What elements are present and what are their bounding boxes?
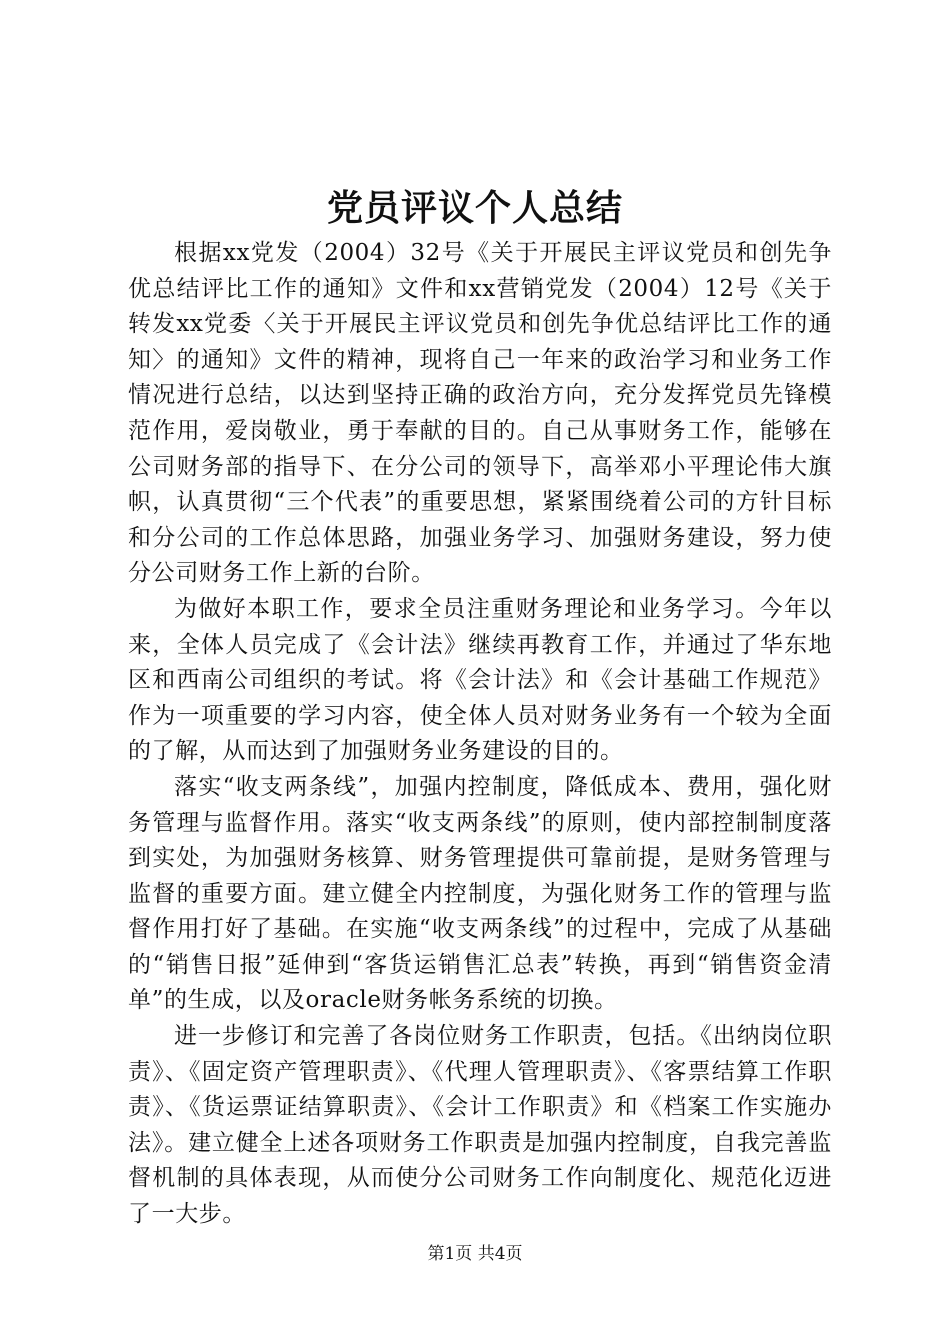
paragraph-3: 落实“收支两条线”，加强内控制度，降低成本、费用，强化财务管理与监督作用。落实“收支两条线”的原则，使内部控制制度落到实处，为加强财务核算、财务管理提供可靠前提，是财务管理与监督的重要方面。建立健全内控制度，为强化财务工作的管理与监督作用打好了基础。在实施“收支两条线”的过程中，完成了从基础的“销售日报”延伸到“客货运销售汇总表”转换，再到“销售资金清单”的生成，以及oracle财务帐务系统的切换。 [128,773,832,1014]
paragraph-2: 为做好本职工作，要求全员注重财务理论和业务学习。今年以来，全体人员完成了《会计法》继续再教育工作，并通过了华东地区和西南公司组织的考试。将《会计法》和《会计基础工作规范》作为一项重要的学习内容，使全体人员对财务业务有一个较为全面的了解，从而达到了加强财务业务建设的目的。 [128,595,832,765]
page-number-footer: 第1页 共4页 [427,1244,523,1264]
paragraph-4: 进一步修订和完善了各岗位财务工作职责，包括。《出纳岗位职责》、《固定资产管理职责》、《代理人管理职责》、《客票结算工作职责》、《货运票证结算职责》、《会计工作职责》和《档案工作实施办法》。建立健全上述各项财务工作职责是加强内控制度，自我完善监督机制的具体表现，从而使分公司财务工作向制度化、规范化迈进了一大步。 [128,1023,832,1228]
document-body [128,236,832,1233]
page-title: 党员评议个人总结 [326,187,623,229]
paragraph-1: 根据xx党发（2004）32号《关于开展民主评议党员和创先争优总结评比工作的通知》文件和xx营销党发（2004）12号《关于转发xx党委〈关于开展民主评议党员和创先争优总结评比工作的通知〉的通知》文件的精神，现将自己一年来的政治学习和业务工作情况进行总结，以达到坚持正确的政治方向，充分发挥党员先锋模范作用，爱岗敬业，勇于奉献的目的。自己从事财务工作，能够在公司财务部的指导下、在分公司的领导下，高举邓小平理论伟大旗帜，认真贯彻“三个代表”的重要思想，紧紧围绕着公司的方针目标和分公司的工作总体思路，加强业务学习、加强财务建设，努力使分公司财务工作上新的台阶。 [128,240,832,587]
